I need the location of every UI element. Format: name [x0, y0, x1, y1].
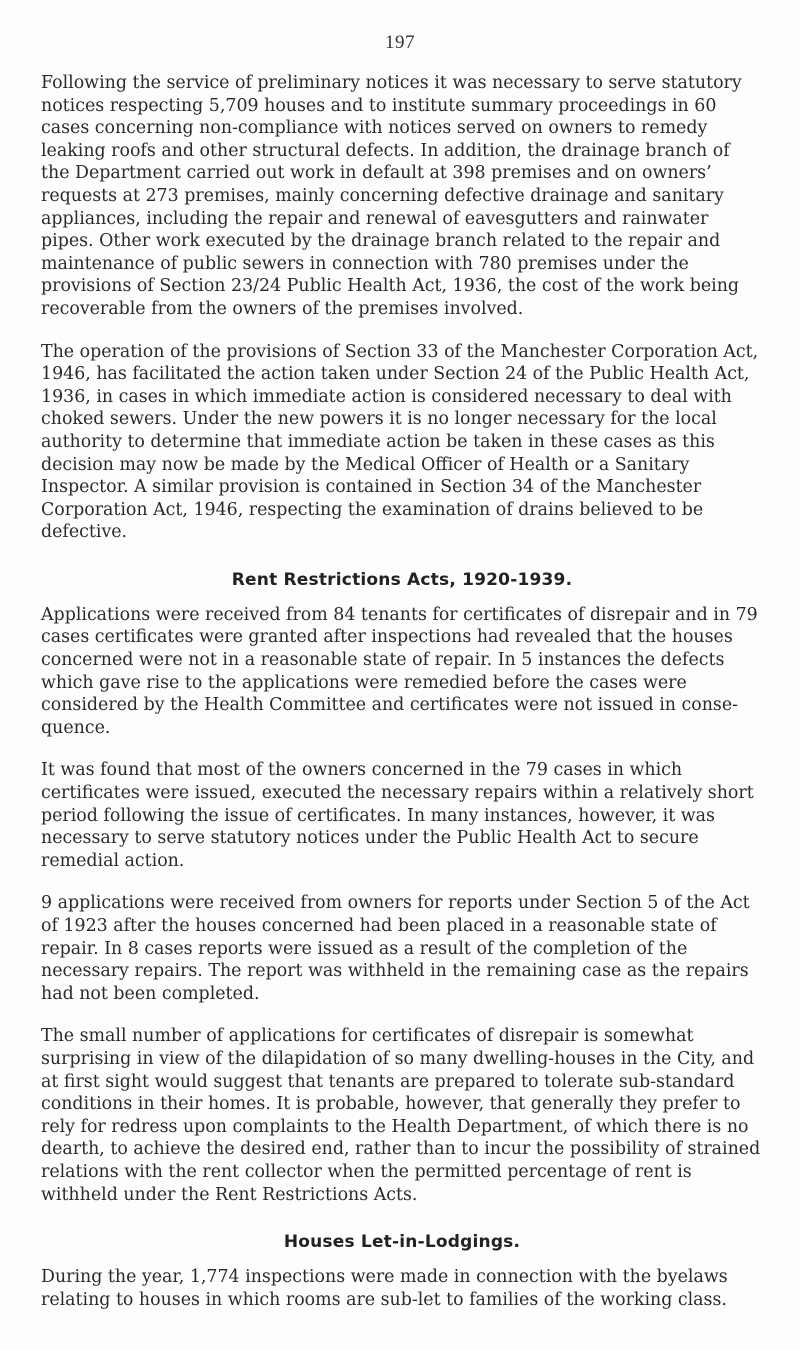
- paragraph-certificates-of-disrepair: Applications were received from 84 tenants for certificates of disrepair and in 79 cases certificates were granted after inspections had revealed that the houses concerned were not in a reasonable state of repair. In 5 instances the defects which gave rise to the applications were remedied before the cases were considered by the Health Committee and certificates were not issued in conse-quence.: [41, 604, 758, 738]
- paragraph-statutory-notices: Following the service of preliminary notices it was necessary to serve statutory notices respecting 5,709 houses and to institute summary proceedings in 60 cases concerning non-compliance with notices served on owners to remedy leaking roofs and other structural defects. In addition, the drainage branch of the Department carried out work in default at 398 premises and on owners’ requests at 273 premises, mainly concerning defective drainage and sanitary appliances, including the repair and renewal of eavesgutters and rainwater pipes. Other work executed by the drainage branch related to the repair and maintenance of public sewers in connection with 780 premises under the provisions of Section 23/24 Public Health Act, 1936, the cost of the work being recoverable from the owners of the premises involved.: [41, 73, 742, 319]
- heading-houses-let-in-lodgings: Houses Let-in-Lodgings.: [283, 1232, 521, 1253]
- paragraph-owners-repairs: It was found that most of the owners concerned in the 79 cases in which certificates were issued, executed the necessary repairs within a relatively short period following the issue of certificates. In many instances, however, it was necessary to serve statutory notices under the Public Health Act to secure remedial action.: [41, 760, 754, 871]
- paragraph-lodgings-inspections: During the year, 1,774 inspections were made in connection with the byelaws relating to houses in which rooms are sub-let to families of the working class.: [41, 1267, 728, 1310]
- page-number: 197: [385, 32, 415, 53]
- paragraph-owner-reports: 9 applications were received from owners for reports under Section 5 of the Act of 1923 after the houses concerned had been placed in a reasonable state of repair. In 8 cases reports were issued as a result of the completion of the necessary repairs. The report was withheld in the remaining case as the repairs had not been completed.: [41, 893, 750, 1004]
- page-content: [41, 72, 763, 1331]
- paragraph-small-number-applications: The small number of applications for certificates of disrepair is somewhat surprising in view of the dilapidation of so many dwelling-houses in the City, and at first sight would suggest that tenants are prepared to tolerate sub-standard conditions in their homes. It is probable, however, that generally they prefer to rely for redress upon complaints to the Health Department, of which there is no dearth, to achieve the desired end, rather than to incur the possibility of strained relations with the rent collector when the permitted percentage of rent is withheld under the Rent Restrictions Acts.: [41, 1026, 761, 1205]
- heading-rent-restrictions: Rent Restrictions Acts, 1920-1939.: [231, 569, 573, 590]
- paragraph-manchester-corporation-act: The operation of the provisions of Section 33 of the Manchester Corporation Act, 1946, has facilitated the action taken under Section 24 of the Public Health Act, 1936, in cases in which immediate action is considered necessary to deal with choked sewers. Under the new powers it is no longer necessary for the local authority to determine that immediate action be taken in these cases as this decision may now be made by the Medical Officer of Health or a Sanitary Inspector. A similar provision is contained in Section 34 of the Manchester Corporation Act, 1946, respecting the examination of drains believed to be defective.: [41, 341, 759, 543]
